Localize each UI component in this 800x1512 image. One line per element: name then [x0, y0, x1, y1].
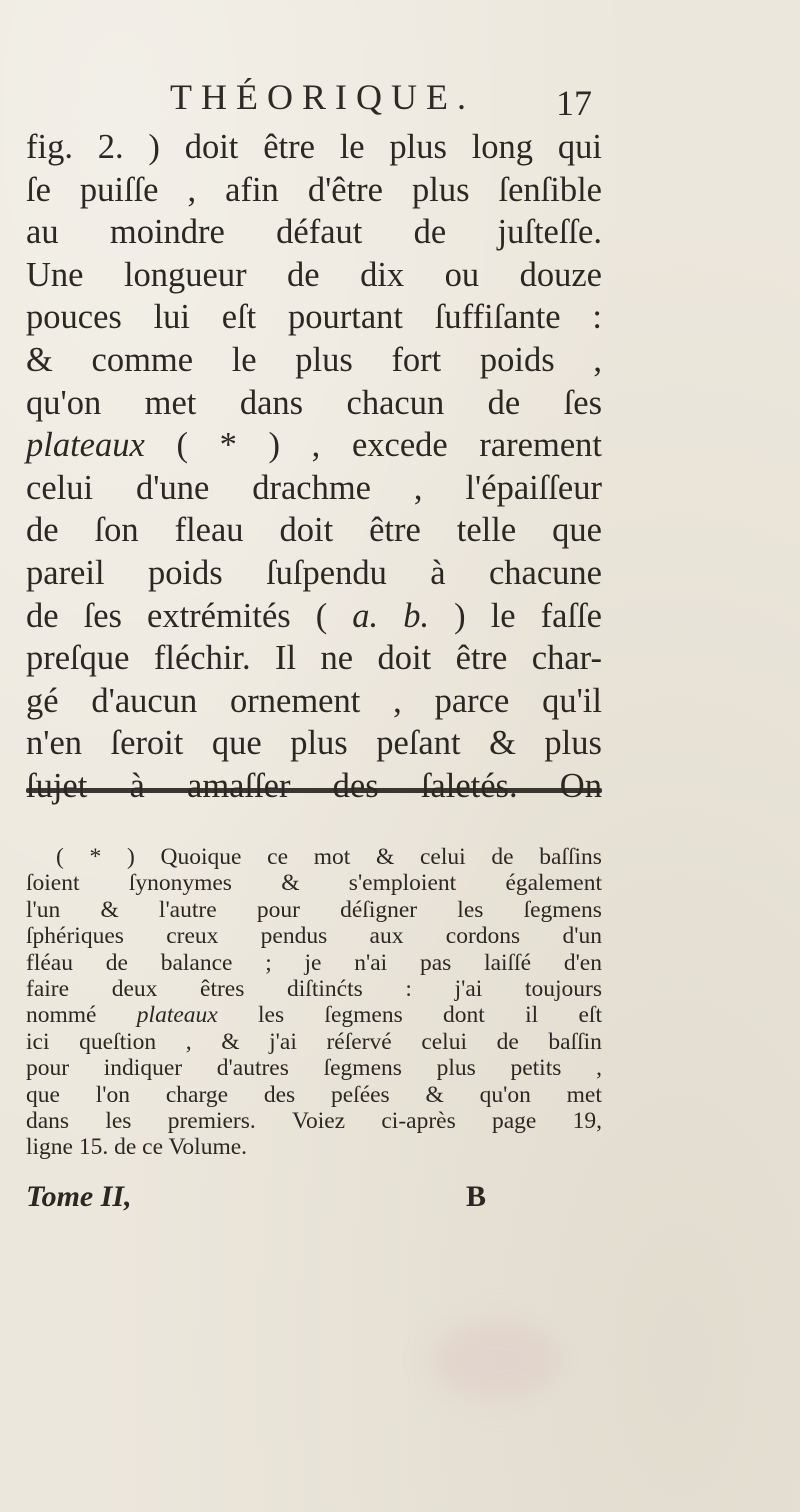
text-line [26, 552, 602, 595]
text-line [26, 339, 602, 382]
word: mot [313, 844, 351, 870]
word: fléau [26, 949, 73, 976]
word: ſuffiſante [434, 298, 561, 337]
word: de [26, 511, 59, 550]
text-line [26, 424, 602, 467]
footnote-line [26, 1108, 602, 1134]
text-line [26, 254, 602, 297]
word: : [405, 975, 412, 1002]
word: ſenſible [498, 170, 602, 209]
word: gé [26, 681, 59, 720]
word: ou [444, 255, 480, 294]
word: à [430, 553, 446, 592]
word: d'un [562, 923, 602, 950]
word: être [263, 128, 315, 166]
word: charge [165, 1081, 229, 1108]
word: j'ai [454, 975, 483, 1002]
word: chacune [488, 553, 602, 592]
word: & [100, 896, 119, 923]
word: l'on [95, 1081, 131, 1108]
foxing-stain [430, 1320, 560, 1400]
word: de [487, 383, 521, 422]
word: parce [434, 681, 510, 720]
word: nommé [26, 1002, 97, 1029]
word: n'en [26, 724, 83, 763]
word: premiers. [167, 1107, 256, 1134]
footnote-line [26, 1134, 602, 1160]
word: doit [279, 511, 334, 550]
word: longueur [123, 255, 247, 294]
word: pendus [260, 923, 328, 950]
word: a. [352, 596, 379, 635]
word: les [457, 896, 484, 923]
word: ſegmens [324, 1002, 403, 1029]
word: à [129, 766, 145, 805]
word: Quoique [160, 844, 242, 870]
signature-row [26, 1180, 506, 1214]
footnote-line [26, 976, 602, 1002]
text-line [26, 509, 602, 552]
word: baſſins [539, 844, 602, 870]
word: être [455, 639, 508, 678]
volume-signature: Tome II, [26, 1180, 132, 1213]
word: le [231, 340, 257, 379]
word: l'un [26, 896, 61, 923]
text-line [26, 637, 602, 680]
word: également [505, 870, 602, 897]
word: j'ai [269, 1028, 297, 1055]
footnote-line [26, 897, 602, 923]
word: déſigner [340, 896, 418, 923]
word: plateaux [26, 426, 145, 465]
word: ſegmens [523, 896, 602, 923]
footnote-line [26, 1082, 602, 1108]
word: & [425, 1081, 444, 1108]
text-line [26, 765, 602, 808]
word: plus [389, 128, 447, 166]
word: chacun [346, 383, 445, 422]
word: réſervé [326, 1028, 392, 1055]
text-line [26, 211, 602, 254]
word: eſt [221, 298, 257, 337]
word: de [105, 949, 128, 976]
word: de [413, 213, 447, 252]
word: ſon [94, 511, 139, 550]
footnote [26, 844, 602, 1161]
word: moindre [109, 213, 225, 252]
word: ) [268, 426, 281, 465]
word: ſoient [26, 870, 80, 897]
word: dix [360, 255, 405, 294]
word: baſſin [548, 1028, 602, 1055]
word: amaſſer [187, 766, 291, 805]
word: drachme [252, 468, 371, 507]
word: ſes [83, 596, 122, 635]
text-line [26, 169, 602, 212]
word: ; [265, 949, 272, 976]
word: qui [557, 128, 602, 166]
word: , [187, 170, 197, 209]
word: preſque [26, 639, 130, 678]
word: , [185, 1028, 192, 1055]
word: des [332, 766, 379, 805]
word: ſes [563, 383, 602, 422]
word: pouces [26, 298, 122, 337]
word: lui [153, 298, 190, 337]
word: être [369, 511, 421, 550]
word: fléchir. [153, 639, 251, 678]
word: diſtinćts [287, 975, 363, 1002]
word: peſant [376, 724, 461, 763]
word: , [596, 1055, 602, 1082]
word: * [89, 844, 102, 870]
word: pour [256, 896, 300, 923]
footnote-rule [26, 788, 602, 793]
word: n'ai [354, 949, 388, 976]
word: plateaux [136, 1002, 218, 1029]
word: met [144, 383, 197, 422]
text-line [26, 595, 602, 638]
text-line [26, 382, 602, 425]
word: : [592, 298, 602, 337]
word: qu'on [26, 383, 102, 422]
word: poids [479, 340, 555, 379]
word: extrémités [147, 596, 291, 635]
word: douze [519, 255, 602, 294]
word: & [221, 1028, 240, 1055]
word: , [593, 340, 602, 379]
word: aux [369, 923, 404, 950]
word: ſe [26, 170, 51, 209]
word: 19, [572, 1107, 602, 1134]
word: ci-après [381, 1107, 456, 1134]
word: que [26, 1081, 60, 1108]
word: ornement [230, 681, 361, 720]
word: toujours [524, 975, 602, 1002]
word: doit [377, 639, 432, 678]
word: & [26, 340, 53, 379]
word: ) [454, 596, 466, 635]
word: d'une [135, 468, 210, 507]
word: ( [176, 426, 188, 465]
word: celui [419, 844, 466, 870]
word: queſtion [79, 1028, 157, 1055]
word: le [490, 596, 516, 635]
word: pareil [26, 553, 105, 592]
word: ſeroit [110, 724, 184, 763]
word: ne [320, 639, 354, 678]
running-head: THÉORIQUE. [170, 77, 475, 117]
word: & [376, 844, 395, 870]
word: plus [436, 1055, 476, 1082]
word: de [26, 596, 59, 635]
word: les [258, 1002, 285, 1029]
word: d'en [563, 949, 602, 976]
footnote-line [26, 870, 602, 896]
text-line [26, 722, 602, 765]
word: balance [160, 949, 233, 976]
word: que [211, 724, 262, 763]
word: d'aucun [91, 681, 198, 720]
word: creux [166, 923, 219, 950]
text-line [26, 467, 602, 510]
word: deux [111, 975, 158, 1002]
word: qu'il [542, 681, 602, 720]
word: petits [510, 1055, 562, 1082]
footnote-line [26, 1055, 602, 1081]
word: au [26, 213, 59, 252]
word: plus [544, 724, 602, 763]
word: laiſſé [484, 949, 532, 976]
word: faire [26, 975, 70, 1002]
word: poids [147, 553, 223, 592]
word: long [471, 128, 534, 166]
word: juſteſſe. [497, 213, 602, 252]
word: plus [412, 170, 470, 209]
word: fort [391, 340, 442, 379]
word: d'être [307, 170, 383, 209]
word: eſt [578, 1002, 602, 1029]
word: Une [26, 255, 84, 294]
text-run: ligne 15. de ce Volume. [26, 1134, 248, 1161]
word: rarement [479, 426, 602, 465]
word: char- [531, 639, 602, 678]
word: cordons [445, 923, 521, 950]
word: fig. [26, 128, 73, 166]
word: ſujet [26, 766, 88, 805]
footnote-line [26, 844, 602, 870]
word: met [566, 1081, 602, 1108]
word: de [287, 255, 320, 294]
main-text [26, 126, 602, 808]
word: faſſe [540, 596, 602, 635]
word: celui [26, 468, 94, 507]
word: l'autre [158, 896, 217, 923]
word: ) [126, 844, 135, 870]
word: de [491, 844, 514, 870]
word: plus [295, 340, 353, 379]
word: Voiez [292, 1107, 346, 1134]
footnote-line [26, 1002, 602, 1028]
footnote-line [26, 923, 602, 949]
word: l'épaiſſeur [465, 468, 602, 507]
word: fleau [174, 511, 244, 550]
word: doit [184, 128, 239, 166]
word: pourtant [288, 298, 403, 337]
word: les [105, 1107, 132, 1134]
word: qu'on [479, 1081, 531, 1108]
text-line [26, 680, 602, 723]
word: ) [148, 128, 160, 166]
word: dans [26, 1107, 70, 1134]
word: le [339, 128, 365, 166]
word: ( [56, 844, 64, 870]
word: Il [275, 639, 297, 678]
word: ſuſpendu [266, 553, 387, 592]
word: , [393, 681, 402, 720]
word: ſphériques [26, 923, 124, 950]
word: ( [315, 596, 328, 635]
word: , [413, 468, 423, 507]
word: indiquer [103, 1055, 183, 1082]
word: * [219, 426, 237, 465]
word: ce [267, 844, 289, 870]
word: plus [290, 724, 348, 763]
word: On [559, 766, 602, 805]
word: dans [239, 383, 304, 422]
word: 2. [97, 128, 124, 166]
word: comme [91, 340, 194, 379]
word: que [552, 511, 602, 550]
word: êtres [200, 975, 245, 1002]
word: ſegmens [323, 1055, 402, 1082]
word: des [263, 1081, 296, 1108]
word: ſynonymes [128, 870, 232, 897]
word: b. [403, 596, 430, 635]
word: peſées [330, 1081, 390, 1108]
footnote-line [26, 950, 602, 976]
text-line [26, 296, 602, 339]
word: puiſſe [79, 170, 159, 209]
word: telle [456, 511, 517, 550]
gathering-letter: B [466, 1180, 487, 1213]
word: pour [26, 1055, 70, 1082]
word: s'emploient [348, 870, 457, 897]
word: ſaletés. [420, 766, 518, 805]
word: celui [421, 1028, 467, 1055]
word: dont [443, 1002, 485, 1029]
word: afin [225, 170, 279, 209]
text-line [26, 126, 602, 169]
word: d'autres [216, 1055, 289, 1082]
page-number: 17 [556, 83, 592, 123]
footnote-line [26, 1029, 602, 1055]
word: ici [26, 1028, 50, 1055]
word: page [492, 1107, 537, 1134]
word: je [304, 949, 322, 976]
word: défaut [276, 213, 363, 252]
word: & [281, 870, 300, 897]
word: il [525, 1002, 539, 1029]
word: , [311, 426, 321, 465]
word: excede [351, 426, 448, 465]
word: & [489, 724, 516, 763]
word: de [496, 1028, 519, 1055]
word: pas [419, 949, 452, 976]
